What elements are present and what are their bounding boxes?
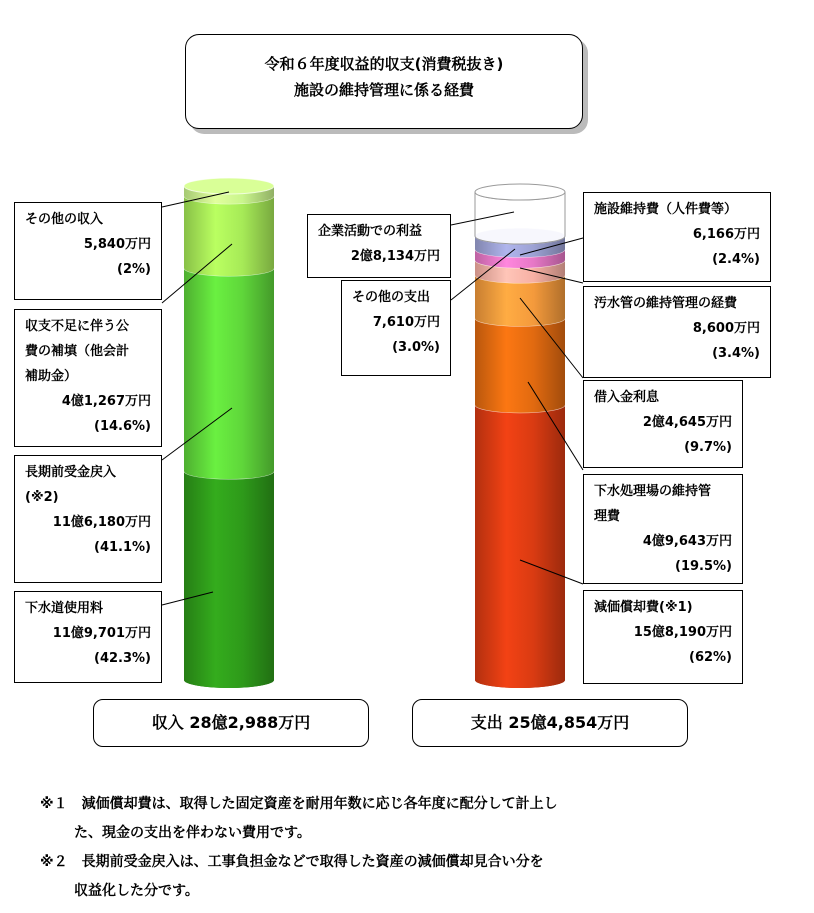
label-name-line3: 補助金） [25, 369, 78, 384]
label-percent: (3.0%) [392, 340, 440, 355]
label-name: 借入金利息 [594, 390, 660, 405]
label-other-expense [341, 280, 451, 376]
label-other-revenue [14, 202, 162, 300]
revenue-cylinder-segment-0 [184, 471, 274, 688]
label-depreciation [583, 590, 743, 684]
label-name: その他の支出 [352, 290, 431, 305]
label-amount: 4億1,267万円 [61, 394, 151, 409]
label-percent: (2.4%) [712, 252, 760, 267]
expense-total: 支出 25億4,854万円 [412, 699, 688, 747]
label-percent: (42.3%) [94, 651, 151, 666]
expense-cylinder-rim-6 [475, 184, 565, 200]
label-percent: (19.5%) [675, 559, 732, 574]
label-amount: 11億6,180万円 [52, 515, 151, 530]
label-amount: 7,610万円 [372, 315, 440, 330]
label-name-line1: 収支不足に伴う公 [25, 319, 130, 334]
label-deferred-revenue [14, 455, 162, 583]
label-amount: 2億8,134万円 [350, 249, 440, 264]
revenue-total: 収入 28億2,988万円 [93, 699, 369, 747]
label-percent: (3.4%) [712, 346, 760, 361]
label-name: 施設維持費（人件費等） [594, 202, 738, 217]
label-percent: (14.6%) [94, 419, 151, 434]
expense-cylinder-segment-1 [475, 318, 565, 413]
label-percent: (9.7%) [684, 440, 732, 455]
label-amount: 5,840万円 [83, 237, 151, 252]
label-amount: 4億9,643万円 [642, 534, 732, 549]
label-percent: (41.1%) [94, 540, 151, 555]
label-amount: 11億9,701万円 [52, 626, 151, 641]
footnote-2-line2: 収益化した分です。 [74, 883, 199, 899]
footnote-2-line1: ※２ 長期前受金戻入は、工事負担金などで取得した資産の減価償却見合い分を [40, 854, 544, 870]
revenue-cylinder-rim-3 [184, 178, 274, 194]
footnotes [40, 790, 800, 906]
label-percent: (2%) [117, 262, 151, 277]
chart-title-line1: 令和６年度収益的収支(消費税抜き) [264, 55, 504, 73]
label-name: その他の収入 [25, 212, 104, 227]
label-usage-fee [14, 591, 162, 683]
chart-title-line2: 施設の維持管理に係る経費 [293, 81, 474, 99]
expense-cylinder-segment-0 [475, 405, 565, 688]
label-amount: 8,600万円 [692, 321, 760, 336]
label-interest [583, 380, 743, 468]
label-name-line1: 下水処理場の維持管 [594, 484, 712, 499]
label-amount: 2億4,645万円 [642, 415, 732, 430]
label-name: 汚水管の維持管理の経費 [594, 296, 738, 311]
revenue-cylinder-segment-2 [184, 196, 274, 276]
label-subsidy [14, 309, 162, 447]
label-percent: (62%) [689, 650, 732, 665]
label-name: 企業活動での利益 [318, 224, 423, 239]
label-name-line2: (※2) [25, 490, 59, 505]
label-name-line2: 費の補填（他会計 [25, 344, 130, 359]
label-name: 下水道使用料 [25, 601, 104, 616]
label-name-line2: 理費 [594, 509, 621, 524]
label-name-line1: 長期前受金戻入 [25, 465, 117, 480]
label-profit [307, 214, 451, 278]
label-amount: 6,166万円 [692, 227, 760, 242]
label-name: 減価償却費(※1) [594, 600, 693, 615]
footnote-1-line1: ※１ 減価償却費は、取得した固定資産を耐用年数に応じ各年度に配分して計上し [40, 796, 558, 812]
label-plant-maintenance [583, 474, 743, 584]
revenue-cylinder-segment-1 [184, 268, 274, 479]
label-sewer-pipe-maintenance [583, 286, 771, 378]
footnote-1-line2: た、現金の支出を伴わない費用です。 [74, 825, 311, 841]
label-amount: 15億8,190万円 [633, 625, 732, 640]
label-facility-maintenance [583, 192, 771, 282]
